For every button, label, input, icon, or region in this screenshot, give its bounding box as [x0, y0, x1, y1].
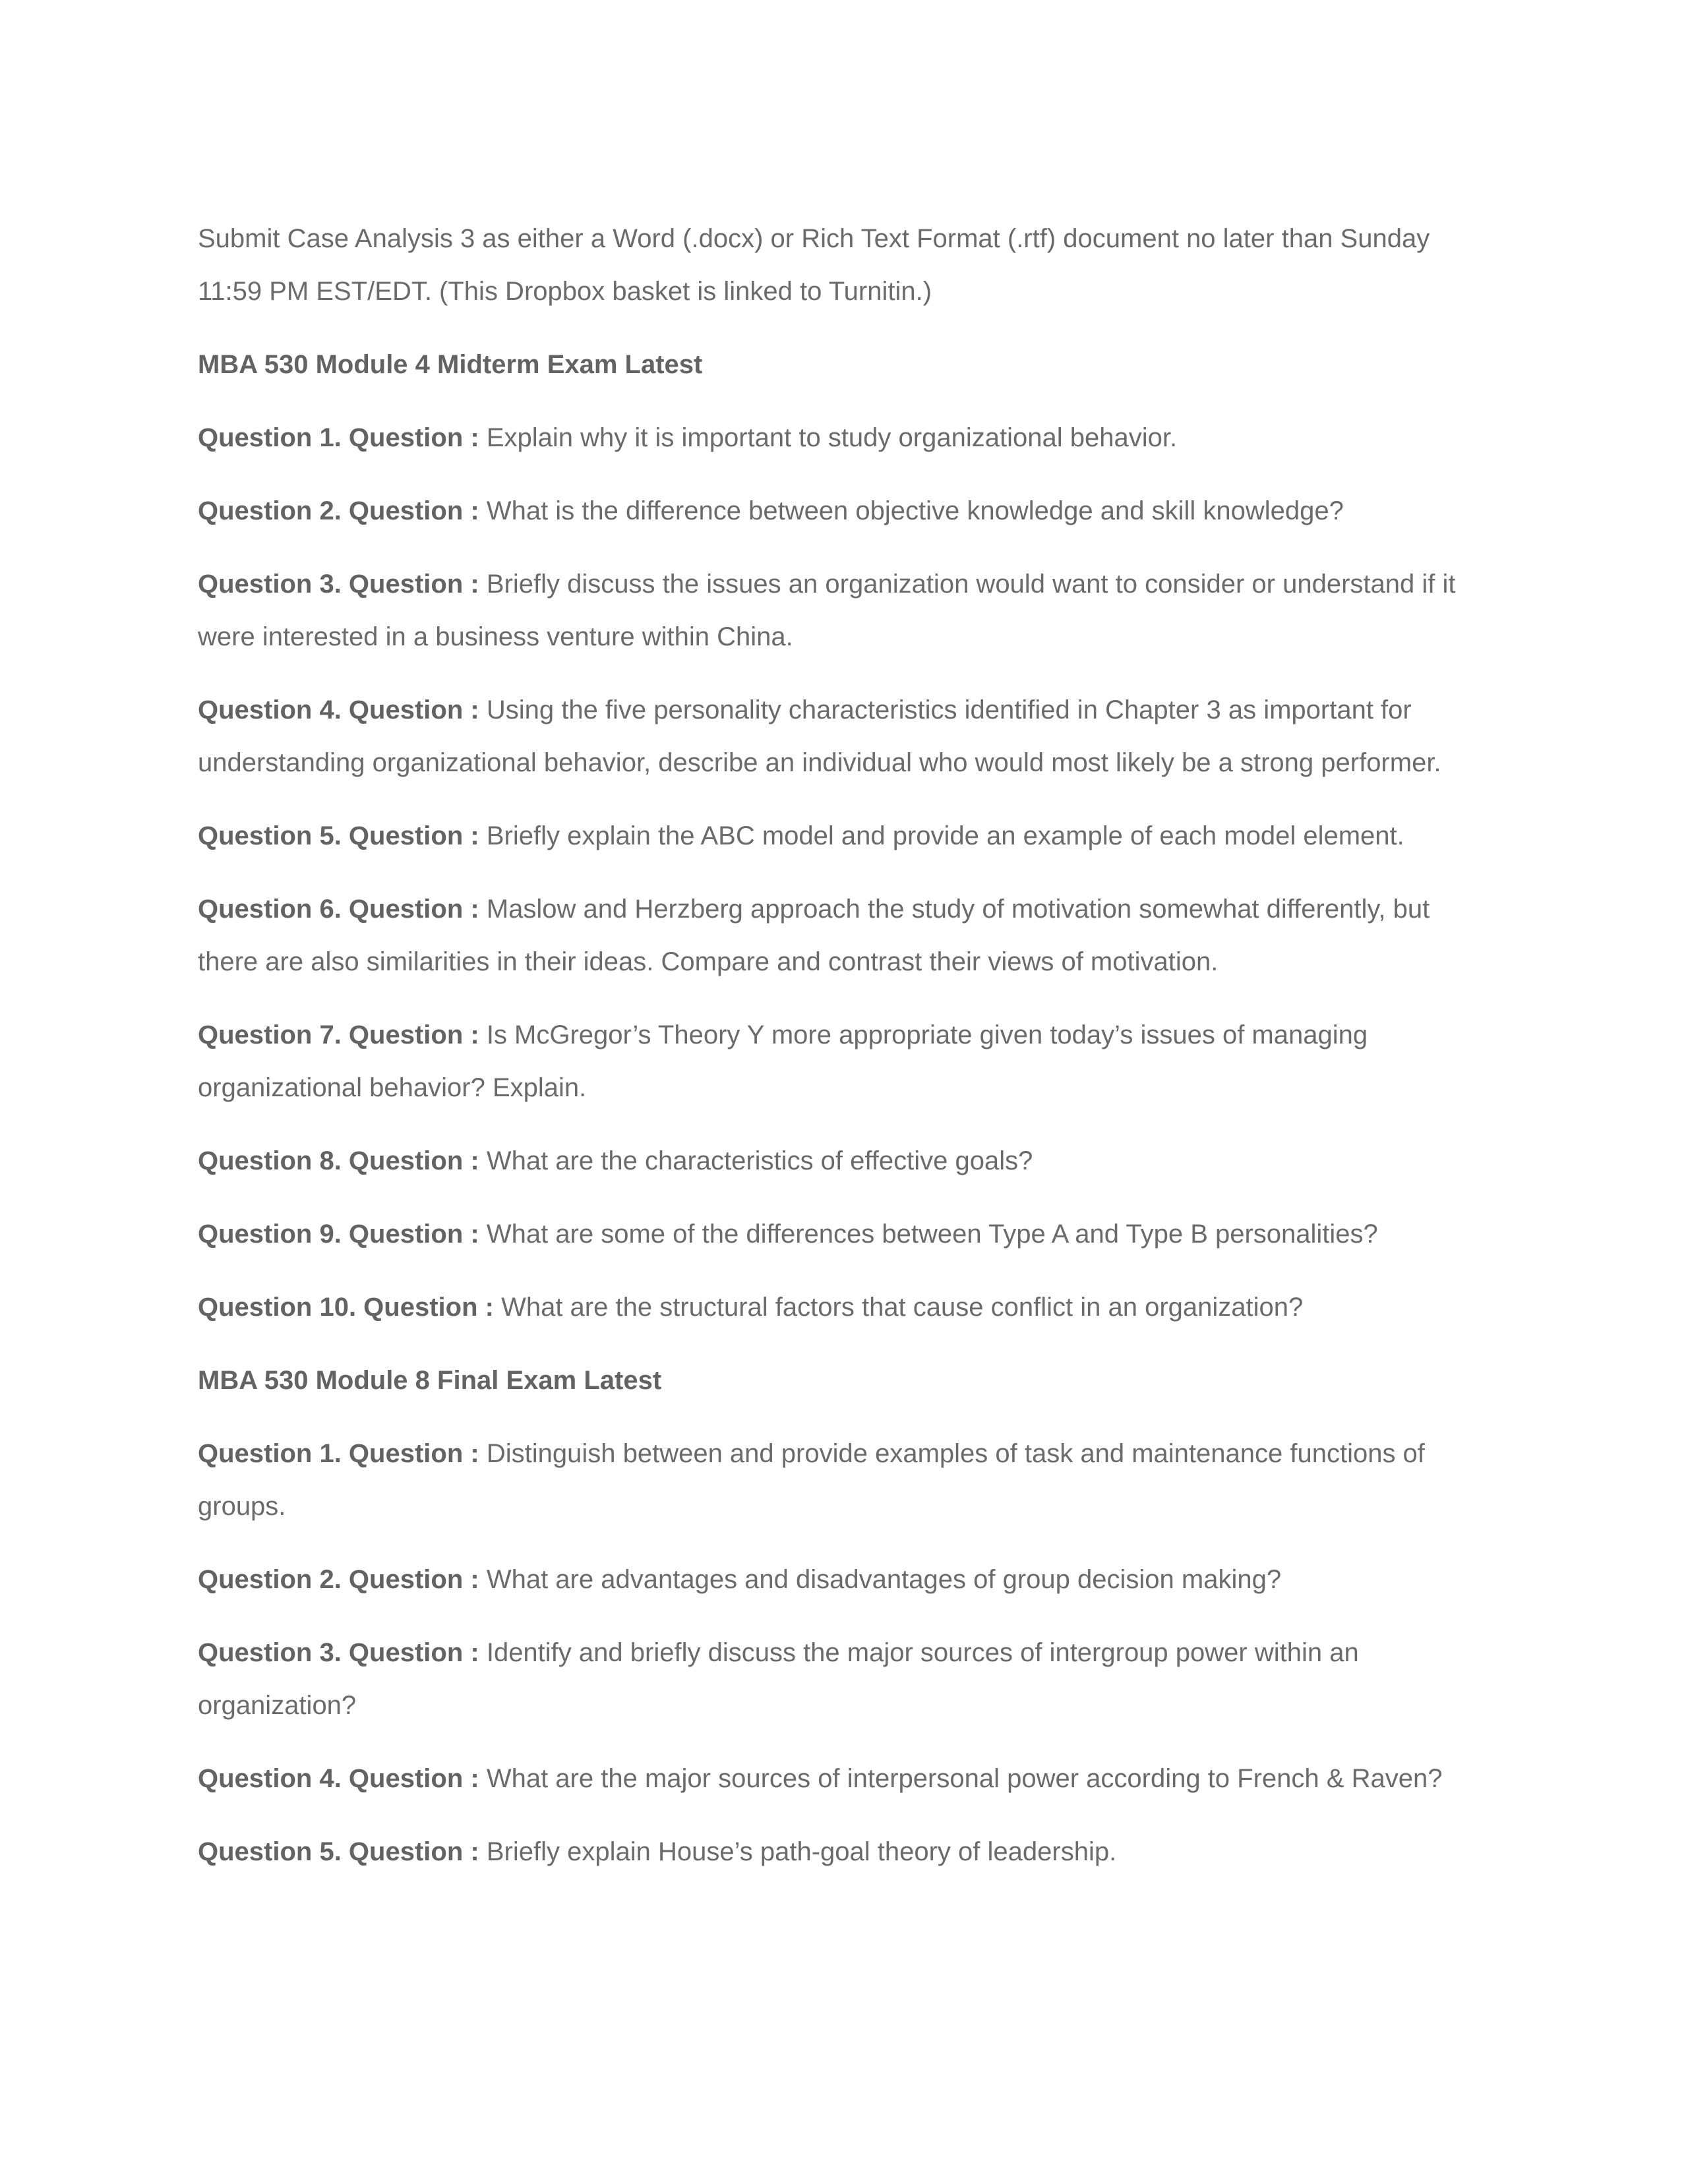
section-heading: MBA 530 Module 8 Final Exam Latest: [198, 1366, 662, 1395]
question-item: [198, 810, 1497, 862]
question-item: [198, 485, 1497, 537]
question-label: Question 7. Question :: [198, 1020, 479, 1049]
question-text: Maslow and Herzberg approach the study of motivation somewhat differently, but there are also similarities in their ideas. Compare and contrast their views of motivation.: [198, 895, 1430, 976]
question-text: What are the characteristics of effective goals?: [486, 1146, 1033, 1175]
question-item: [198, 1626, 1497, 1732]
question-label: Question 10. Question :: [198, 1293, 494, 1322]
question-text: Explain why it is important to study organizational behavior.: [486, 423, 1178, 452]
question-label: Question 4. Question :: [198, 695, 479, 724]
intro-paragraph: Submit Case Analysis 3 as either a Word (.docx) or Rich Text Format (.rtf) document no later than Sunday 11:59 PM EST/EDT. (This Dropbox basket is linked to Turnitin.): [198, 224, 1430, 306]
question-item: [198, 1009, 1497, 1114]
question-label: Question 2. Question :: [198, 496, 479, 525]
question-text: Using the five personality characteristics identified in Chapter 3 as important for understanding organizational behavior, describe an individual who would most likely be a strong performer.: [198, 695, 1441, 777]
question-item: [198, 1427, 1497, 1533]
question-label: Question 8. Question :: [198, 1146, 479, 1175]
question-text: Identify and briefly discuss the major sources of intergroup power within an organization?: [198, 1638, 1359, 1720]
question-item: [198, 883, 1497, 988]
question-label: Question 3. Question :: [198, 570, 479, 599]
question-item: [198, 1208, 1497, 1260]
question-label: Question 4. Question :: [198, 1764, 479, 1793]
exam-sections: [198, 338, 1497, 1878]
question-text: What are the structural factors that cause conflict in an organization?: [501, 1293, 1304, 1322]
question-item: [198, 1825, 1497, 1878]
question-label: Question 2. Question :: [198, 1565, 479, 1594]
question-label: Question 9. Question :: [198, 1220, 479, 1249]
document-body: [198, 212, 1497, 1899]
question-label: Question 1. Question :: [198, 1439, 479, 1468]
question-text: What are advantages and disadvantages of group decision making?: [486, 1565, 1282, 1594]
question-text: Distinguish between and provide examples of task and maintenance functions of groups.: [198, 1439, 1425, 1521]
question-label: Question 6. Question :: [198, 895, 479, 924]
question-text: What are the major sources of interpersonal power according to French & Raven?: [486, 1764, 1443, 1793]
question-item: [198, 1135, 1497, 1187]
question-item: [198, 558, 1497, 663]
question-label: Question 5. Question :: [198, 821, 479, 850]
question-item: [198, 684, 1497, 789]
question-item: [198, 1752, 1497, 1805]
question-item: [198, 1553, 1497, 1606]
question-text: Briefly explain House’s path-goal theory of leadership.: [486, 1837, 1117, 1866]
question-label: Question 1. Question :: [198, 423, 479, 452]
question-text: Briefly discuss the issues an organization would want to consider or understand if it were interested in a business venture within China.: [198, 570, 1456, 651]
question-text: What is the difference between objective knowledge and skill knowledge?: [486, 496, 1344, 525]
question-text: Is McGregor’s Theory Y more appropriate given today’s issues of managing organizational behavior? Explain.: [198, 1020, 1368, 1102]
question-item: [198, 1281, 1497, 1334]
exam-section: [198, 1354, 1497, 1878]
question-label: Question 3. Question :: [198, 1638, 479, 1667]
question-item: [198, 411, 1497, 464]
section-heading: MBA 530 Module 4 Midterm Exam Latest: [198, 350, 703, 379]
question-label: Question 5. Question :: [198, 1837, 479, 1866]
exam-section: [198, 338, 1497, 1334]
question-text: Briefly explain the ABC model and provide an example of each model element.: [486, 821, 1404, 850]
question-text: What are some of the differences between Type A and Type B personalities?: [486, 1220, 1378, 1249]
